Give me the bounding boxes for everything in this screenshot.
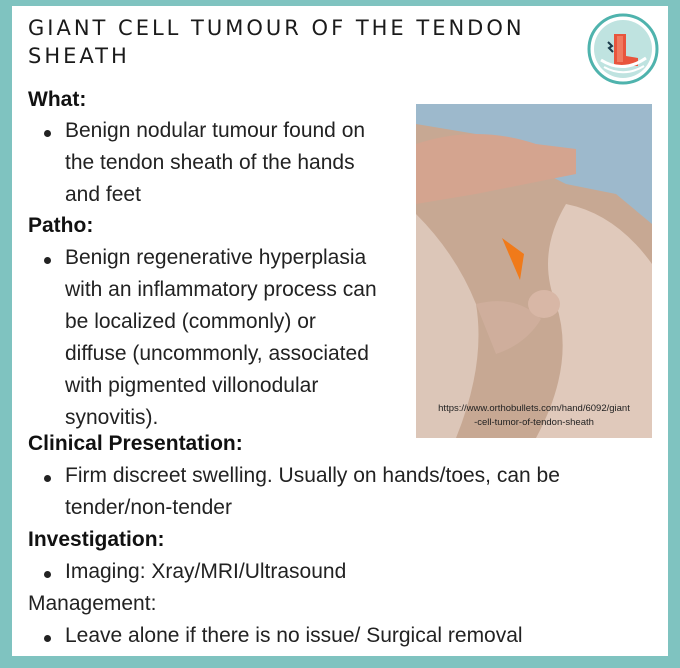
clinical-heading: Clinical Presentation: <box>28 432 243 455</box>
what-line-2: the tendon sheath of the hands <box>65 151 355 174</box>
management-heading: Management: <box>28 592 157 615</box>
info-card <box>12 6 668 656</box>
investigation-line-1: Imaging: Xray/MRI/Ultrasound <box>65 560 347 583</box>
patho-line-2: with an inflammatory process can <box>65 278 377 301</box>
clinical-line-2: tender/non-tender <box>65 496 232 519</box>
foot-logo-icon <box>586 12 660 86</box>
clinical-photo <box>416 104 652 438</box>
title-line-1: GIANT CELL TUMOUR OF THE TENDON <box>28 16 525 40</box>
investigation-heading: Investigation: <box>28 528 165 551</box>
patho-line-1: Benign regenerative hyperplasia <box>65 246 367 269</box>
patho-line-5: with pigmented villonodular <box>65 374 319 397</box>
what-heading: What: <box>28 88 87 111</box>
title-line-2: SHEATH <box>28 44 130 68</box>
patho-line-3: be localized (commonly) or <box>65 310 316 333</box>
what-line-1: Benign nodular tumour found on <box>65 119 366 142</box>
bullet-icon <box>44 466 58 480</box>
bullet-icon <box>44 562 58 576</box>
credit-line-2: -cell-tumor-of-tendon-sheath <box>474 417 594 428</box>
management-line-1: Leave alone if there is no issue/ Surgical removal <box>65 624 523 647</box>
image-credit[interactable] <box>416 402 652 430</box>
patho-heading: Patho: <box>28 214 94 237</box>
patho-line-6: synovitis). <box>65 406 159 429</box>
what-line-3: and feet <box>65 183 141 206</box>
patho-line-4: diffuse (uncommonly, associated <box>65 342 369 365</box>
bullet-icon <box>44 121 58 135</box>
bullet-icon <box>44 248 58 262</box>
bullet-icon <box>44 626 58 640</box>
page-title <box>28 14 525 70</box>
credit-line-1: https://www.orthobullets.com/hand/6092/giant <box>438 403 630 414</box>
clinical-line-1: Firm discreet swelling. Usually on hands/toes, can be <box>65 464 560 487</box>
